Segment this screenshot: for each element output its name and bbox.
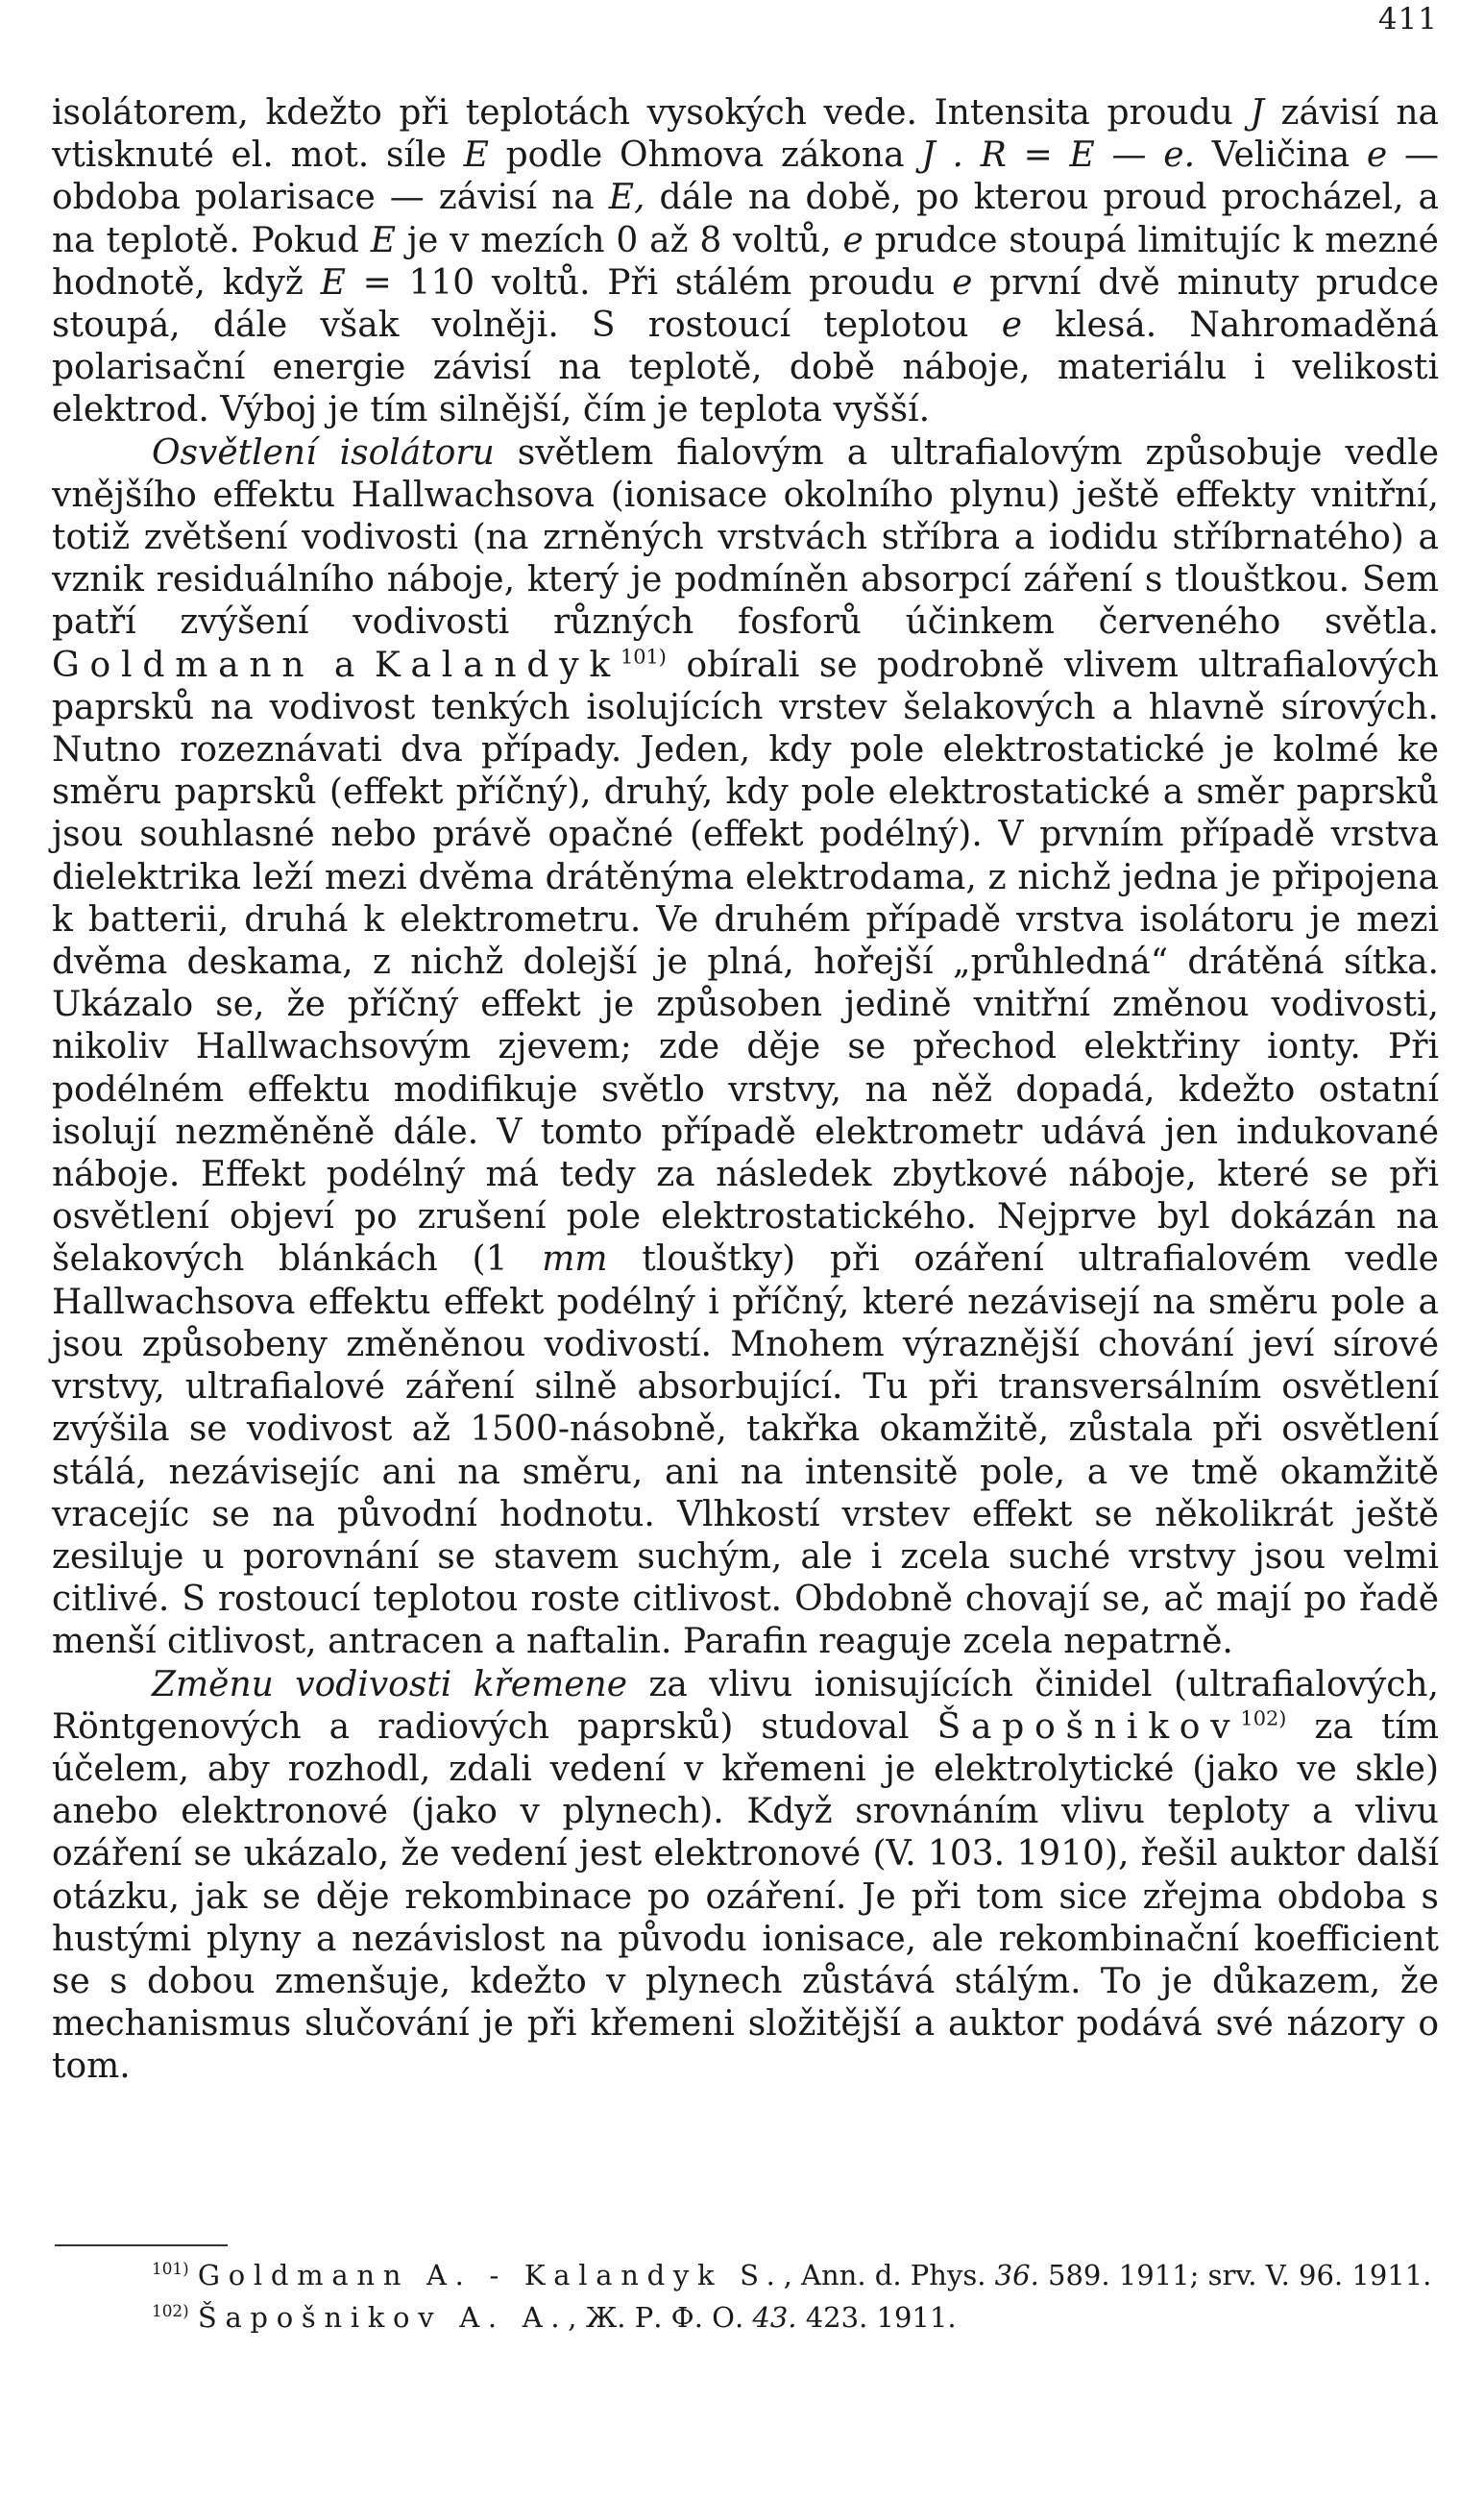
- formula: J . R = E — e.: [921, 135, 1196, 176]
- footnote-authors: Goldmann A. - Kalandyk S.: [197, 2259, 784, 2291]
- author-name: Kalandyk: [374, 645, 620, 685]
- footnote-101: $^{101)}$ Goldmann A. - Kalandyk S., Ann. d. Phys. 36. 589. 1911; srv. V. 96. 1911.: [152, 2259, 1432, 2291]
- footnote-authors: Šapošnikov A. A.: [197, 2301, 569, 2334]
- page-number: 411: [1377, 2, 1438, 37]
- paragraph-heading: Osvětlení isolátoru: [152, 432, 495, 473]
- paragraph-2: Osvětlení isolátoru světlem fialovým a ultrafialovým způsobuje vedle vnějšího effektu Hallwachsova (ionisace okolního plynu) ještě effekty vnitřní, totiž zvětšení vodivosti (na zrněných vrstvách stříbra a iodidu stříbrnatého) a vznik residuálního náboje, který je podmíněn absorpcí záření s tlouštkou. Sem patří zvýšení vodivosti různých fosforů účinkem červeného světla. Goldmann a Kalandyk$^{101)}$ obírali se podrobně vlivem ultrafialových paprsků na vodivost tenkých isolujících vrstev šelakových a hlavně sírových. Nutno rozeznávati dva případy. Jeden, kdy pole elektrostatické je kolmé ke směru paprsků (effekt příčný), druhý, kdy pole elektrostatické a směr paprsků jsou souhlasné nebo právě opačné (effekt podélný). V prvním případě vrstva dielektrika leží mezi dvěma drátěnýma elektrodama, z nichž jedna je připojena k batterii, druhá k elektrometru. Ve druhém případě vrstva isolátoru je mezi dvěma deskama, z nichž dolejší je plná, hořejší „průhledná“ drátěná sítka. Ukázalo se, že příčný effekt je způsoben jedině vnitřní změnou vodivosti, nikoliv Hallwachsovým zjevem; zde děje se přechod elektřiny ionty. Při podélném effektu modifikuje světlo vrstvy, na něž dopadá, kdežto ostatní isolují nezměněně dále. V tomto případě elektrometr udává jen indukované náboje. Effekt podélný má tedy za následek zbytkové náboje, které se při osvětlení objeví po zrušení pole elektrostatického. Nejprve byl dokázán na šelakových blánkách (1 mm tlouštky) při ozáření ultrafialovém vedle Hallwachsova effektu effekt podélný i příčný, které nezávisejí na směru pole a jsou způsobeny změněnou vodivostí. Mnohem výraznější chování jeví sírové vrstvy, ultrafialové záření silně absorbující. Tu při transversálním osvětlení zvýšila se vodivost až 1500-násobně, takřka okamžitě, zůstala při osvětlení stálá, nezávisejíc ani na směru, ani na intensitě pole, a ve tmě okamžitě vracejíc se na původní hodnotu. Vlhkostí vrstev effekt se několikrát ještě zesiluje u porovnání se stavem suchým, ale i zcela suché vrstvy jsou velmi citlivé. S rostoucí teplotou roste citlivost. Obdobně chovají se, ač mají po řadě menší citlivost, antracen a naftalin. Parafin reaguje zcela nepatrně.: [52, 432, 1440, 1662]
- footnote-divider: [55, 2244, 228, 2246]
- footnotes: [52, 2254, 1439, 2339]
- footnote-ref: 102): [1240, 1706, 1287, 1730]
- author-name: Goldmann: [52, 645, 315, 685]
- paragraph-1: isolátorem, kdežto při teplotách vysokých vede. Intensita proudu J závisí na vtisknuté el. mot. síle E podle Ohmova zákona J . R = E — e. Veličina e — obdoba polarisace — závisí na E, dále na době, po kterou proud procházel, a na teplotě. Pokud E je v mezích 0 až 8 voltů, e prudce stoupá limitujíc k mezné hodnotě, když E = 110 voltů. Při stálém proudu e první dvě minuty prudce stoupá, dále však volněji. S rostoucí teplotou e klesá. Nahromaděná polarisační energie závisí na teplotě, době náboje, materiálu i velikosti elektrod. Výboj je tím silnější, čím je teplota vyšší.: [52, 93, 1440, 430]
- paragraph-heading: Změnu vodivosti křemene: [152, 1664, 627, 1704]
- author-name: Šapošnikov: [937, 1706, 1241, 1747]
- footnote-102: $^{102)}$ Šapošnikov A. A., Ж. Р. Ф. О. 43. 423. 1911.: [152, 2301, 957, 2334]
- main-text: [52, 92, 1439, 2089]
- paragraph-3: Změnu vodivosti křemene za vlivu ionisujících činidel (ultrafialových, Röntgenových a radiových paprsků) studoval Šapošnikov$^{102)}$ za tím účelem, aby rozhodl, zdali vedení v křemeni je elektrolytické (jako ve skle) anebo elektronové (jako v plynech). Když srovnáním vlivu teploty a vlivu ozáření se ukázalo, že vedení jest elektronové (V. 103. 1910), řešil auktor další otázku, jak se děje rekombinace po ozáření. Je při tom sice zřejma obdoba s hustými plyny a nezávislost na původu ionisace, ale rekombinační koefficient se s dobou zmenšuje, kdežto v plynech zůstává stálým. To je důkazem, že mechanismus slučování je při křemeni složitější a auktor podává své názory o tom.: [52, 1664, 1439, 2087]
- footnote-ref: 101): [620, 645, 667, 669]
